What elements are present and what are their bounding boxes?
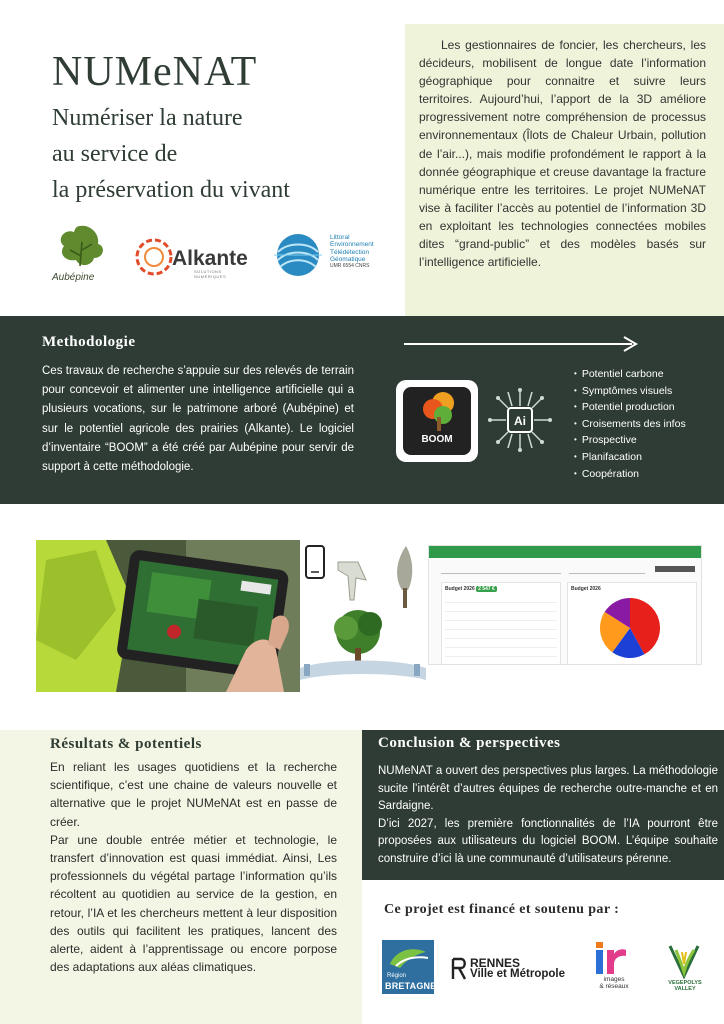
- feature-item: • Symptômes visuels: [574, 383, 686, 400]
- table-row: [445, 641, 557, 648]
- methodology-section: [0, 316, 724, 504]
- results-title: Résultats & potentiels: [50, 736, 202, 752]
- feature-list: [574, 366, 686, 482]
- alkante-mark-icon: [132, 235, 176, 279]
- letg-line: Environnement: [330, 241, 374, 249]
- ir-line: & réseaux: [599, 983, 629, 990]
- letg-logo: [268, 232, 396, 278]
- arrow-right-icon: [404, 334, 640, 354]
- table-row: [445, 596, 557, 603]
- images-reseaux-logo: [592, 940, 632, 1000]
- subtitle-line: Numériser la nature: [52, 105, 243, 131]
- rennes-label: RENNES: [470, 956, 521, 970]
- dashboard-select: [569, 564, 645, 574]
- budget-pie: [590, 593, 670, 663]
- alkante-label: Alkante: [172, 247, 248, 270]
- feature-item: • Planifacation: [574, 449, 686, 466]
- vege-line: VALLEY: [674, 986, 696, 992]
- letg-line: Télédétection: [330, 248, 370, 256]
- dashboard-chart-panel: [567, 582, 697, 665]
- results-text: En reliant les usages quotidiens et la recherche scientifique, c’est une chaine de valeurs nouvelle et alternative que le projet NUMeNAt est en passe de créer. Par une double entrée métier et technologie, le transfert d’innovation est quasi immédiat. Ainsi, Les professionnels du végétal partage l’information qu’ils récoltent au quotidien au service de la gestion, en retour, l’IA et les chercheurs mettent à leur disposition des outils qui facilitent les pratiques, lancent des alerte, aident à l’apprentissage ou encore porpose des adaptations aux aléas climatiques.: [50, 760, 337, 975]
- boom-label: BOOM: [421, 434, 453, 445]
- aubepine-logo: [50, 222, 110, 290]
- conclusion-section: [362, 730, 724, 880]
- ai-chip-icon: [488, 388, 552, 452]
- budget-badge: 2 547 €: [478, 586, 495, 592]
- methodology-text: Ces travaux de recherche s’appuie sur des relevés de terrain pour concevoir et alimenter une intelligence artificielle qui a plusieurs vocations, sur le patrimone arboré (Aubépine) et sur le potentiel agricole des prairies (Alkante). Le logiciel d’inventaire “BOOM” a été créé par Aubépine pour servir de support à cette méthodologie.: [42, 365, 354, 474]
- table-row: [445, 650, 557, 657]
- intro-panel: [405, 24, 724, 316]
- funding-title: Ce projet est financé et soutenu par :: [384, 902, 620, 917]
- dashboard-toolbar: [655, 566, 695, 572]
- smartphone-icon: [306, 546, 324, 578]
- conclusion-title: Conclusion & perspectives: [378, 735, 561, 751]
- feature-item: • Croisements des infos: [574, 416, 686, 433]
- ville-metropole-label: Ville et Métropole: [470, 968, 566, 980]
- table-row: [445, 623, 557, 630]
- dashboard-screenshot: [428, 545, 702, 665]
- intro-text: Les gestionnaires de foncier, les chercheurs, les décideurs, mobilisent de longue date l’information géographique pour connaitre et suivre leurs territoires. Aujourd’hui, l’apport de la 3D améliore progressivement notre compréhension de processus environnementaux (Îlots de Chaleur Urbain, pollution de l’air...), mais modifie profondément le rapport à la donnée géographique et creuse davantage la fracture numérique entre les territoires. Le projet NUMeNAT vise à faciliter l’accès au potentiel de l’information 3D en exploitant les technologies connectées mobiles dites “grand-public” et des modèles basés sur l’intelligence artificielle.: [419, 38, 706, 270]
- tree-icon: [403, 387, 471, 435]
- alkante-sub: SOLUTIONS NUMÉRIQUES: [194, 269, 227, 279]
- region-label: Région: [387, 973, 407, 979]
- poster-subtitle: [52, 100, 392, 208]
- feature-item: • Coopération: [574, 466, 686, 483]
- feature-item: • Prospective: [574, 432, 686, 449]
- subtitle-line: au service de: [52, 141, 178, 167]
- ir-label: [592, 976, 636, 990]
- tree-illustration: [298, 540, 428, 690]
- leaf-icon: [50, 222, 110, 272]
- methodology-title: Methodologie: [42, 334, 136, 350]
- region-mark-icon: [382, 940, 434, 972]
- dashboard-table-panel: [441, 582, 561, 665]
- table-row: [445, 632, 557, 639]
- table-row: [445, 605, 557, 612]
- ir-mark-icon: [592, 940, 632, 976]
- dashboard-rows: [445, 596, 557, 657]
- vegepolys-logo: [664, 942, 704, 1000]
- letg-line: Littoral: [330, 234, 350, 241]
- poster-title: NUMeNAT: [52, 49, 258, 95]
- vege-line: VEGEPOLYS: [668, 980, 702, 986]
- results-section: [0, 730, 362, 1024]
- rennes-mark-icon: [450, 957, 468, 981]
- aubepine-label: Aubépine: [52, 272, 95, 283]
- letg-line: UMR 6554 CNRS: [330, 263, 370, 270]
- dashboard-topbar: [429, 546, 701, 558]
- vegepolys-mark-icon: [664, 942, 704, 980]
- vegepolys-label: [662, 980, 708, 992]
- bretagne-label: BRETAGNE: [385, 981, 437, 991]
- rennes-logo: [450, 956, 580, 982]
- alkante-logo: [132, 233, 248, 281]
- panel-right-title: Budget 2026: [571, 586, 601, 592]
- region-bretagne-logo: [382, 940, 437, 994]
- letg-line: Géomatique: [330, 255, 366, 263]
- conclusion-text: NUMeNAT a ouvert des perspectives plus larges. La méthodologie sucite l’intérêt d’autres équipes de recherche outre-manche et en Sardaigne. D’ici 2027, les première fonctionnalités de l’IA pourront être proposées aux utilisateurs du logiciel BOOM. L’équipe souhaite construire d’ici là une communauté d’utilisateurs pérenne.: [378, 765, 718, 865]
- table-row: [445, 614, 557, 621]
- feature-item: • Potentiel production: [574, 399, 686, 416]
- panel-left-title: Budget 2026 2 547 €: [445, 586, 495, 592]
- ai-label: Ai: [514, 414, 526, 428]
- feature-item: • Potentiel carbone: [574, 366, 686, 383]
- tree-icon: [397, 546, 412, 608]
- ir-line: images: [603, 976, 625, 983]
- field-tablet-photo: [36, 540, 300, 692]
- letg-text: [330, 234, 374, 270]
- globe-icon: [268, 232, 328, 278]
- boom-app-logo: [396, 380, 478, 462]
- dashboard-select: [441, 564, 561, 574]
- subtitle-line: la préservation du vivant: [52, 177, 290, 203]
